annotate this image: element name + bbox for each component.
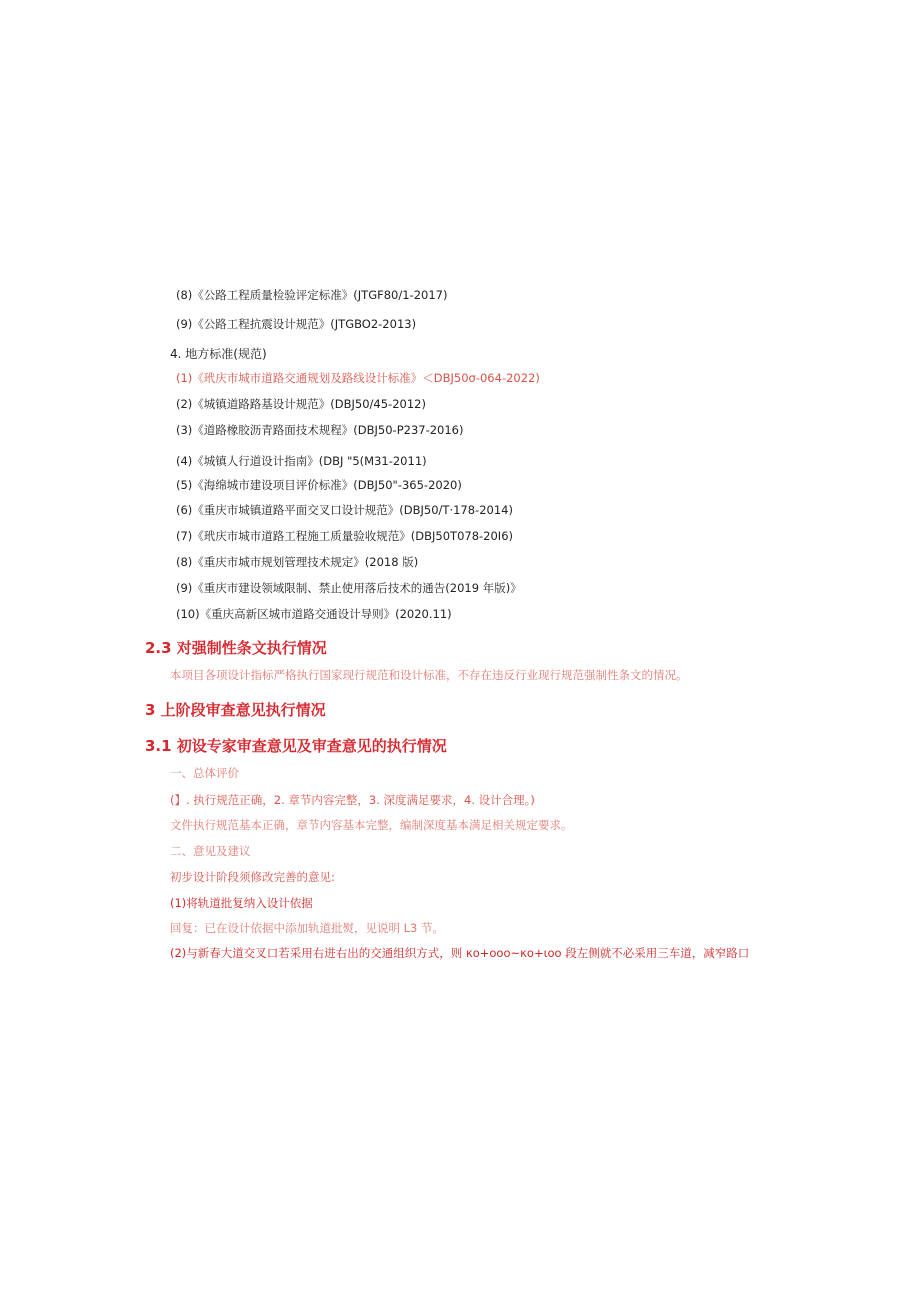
local-standard-item: (1)《玳庆市城市道路交通规划及路线设计标准》＜DBJ50σ-064-2022) bbox=[176, 371, 540, 385]
local-standard-item: (4)《城镇人行道设计指南》(DBJ "5(M31-2011) bbox=[176, 454, 427, 468]
section-heading-2-3: 2.3 对强制性条文执行情况 bbox=[145, 639, 327, 657]
national-standard-item: (9)《公路工程抗震设计规范》(JTGBO2-2013) bbox=[176, 317, 417, 331]
opinion-item: (2)与新春大道交叉口若采用右进右出的交通组织方式，则 κo+ooo~κo+ιoo 段左侧就不必采用三车道，减窄路口 bbox=[170, 946, 750, 960]
local-standard-item: (9)《重庆市建设领域限制、禁止使用落后技术的通告(2019 年版)》 bbox=[176, 581, 522, 595]
local-standard-item: (3)《道路橡胶沥青路面技术规程》(DBJ50-P237-2016) bbox=[176, 423, 464, 437]
opinion-reply: 回复：已在设计依据中添加轨道批熨，见说明 L3 节。 bbox=[170, 921, 445, 935]
overall-evaluation-points: (】. 执行规范正确，2. 章节内容完整，3. 深度满足要求，4. 设计合理。) bbox=[170, 793, 535, 807]
section-2-3-body: 本项目各项设计指标严格执行国家现行规范和设计标准，不存在违反行业现行规范强制性条文的情况。 bbox=[170, 668, 688, 682]
section-heading-3: 3 上阶段审查意见执行情况 bbox=[145, 701, 326, 719]
national-standard-item: (8)《公路工程质量检验评定标准》(JTGF80/1-2017) bbox=[176, 288, 448, 302]
local-standard-item: (5)《海绵城市建设项目评价标准》(DBJ50"-365-2020) bbox=[176, 478, 462, 492]
local-standard-item: (2)《城镇道路路基设计规范》(DBJ50/45-2012) bbox=[176, 397, 426, 411]
local-standards-heading: 4. 地方标准(规范) bbox=[170, 347, 267, 361]
opinion-item: (1)将轨道批复纳入设计依据 bbox=[170, 896, 313, 910]
local-standard-item: (10)《重庆高新区城市道路交通设计导则》(2020.11) bbox=[176, 607, 452, 621]
overall-evaluation-summary: 文件执行规范基本正确，章节内容基本完整，编制深度基本满足相关规定要求。 bbox=[170, 818, 573, 832]
overall-evaluation-heading: 一、总体评价 bbox=[170, 766, 239, 780]
section-heading-3-1: 3.1 初设专家审查意见及审查意见的执行情况 bbox=[145, 737, 447, 755]
opinions-intro: 初步设计阶段须修改完善的意见: bbox=[170, 870, 335, 884]
local-standard-item: (6)《重庆市城镇道路平面交叉口设计规范》(DBJ50/T·178-2014) bbox=[176, 503, 513, 517]
local-standard-item: (8)《重庆市城市规划管理技术规定》(2018 版) bbox=[176, 555, 419, 569]
opinions-heading: 二、意见及建议 bbox=[170, 844, 251, 858]
local-standard-item: (7)《玳庆市城市道路工程施工质量验收规范》(DBJ50T078-20I6) bbox=[176, 529, 513, 543]
